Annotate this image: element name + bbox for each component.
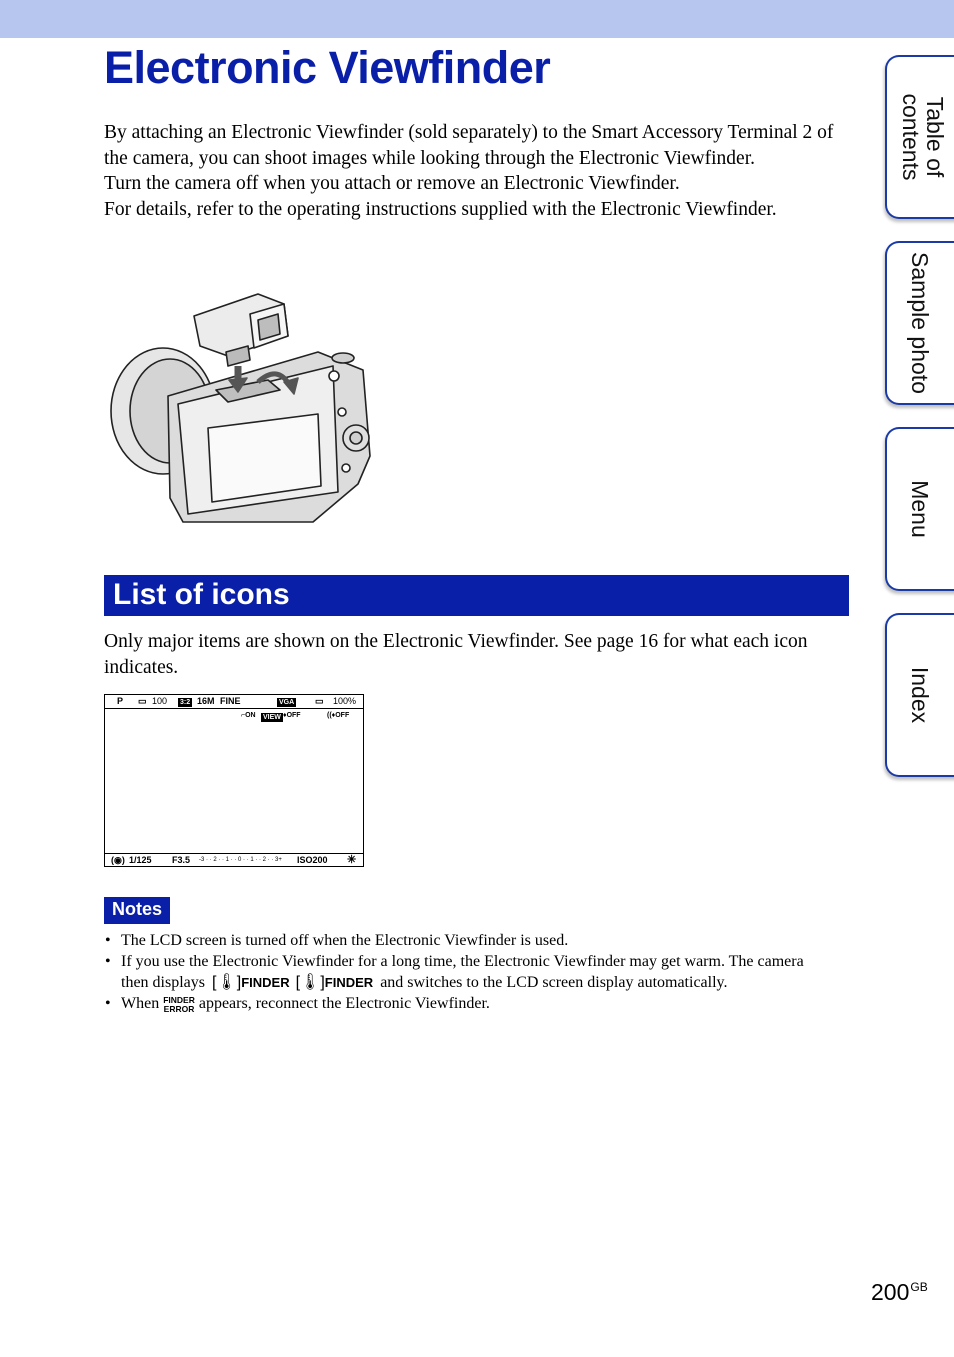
face-detect-icon: ⌐ [241, 712, 246, 719]
finder-warm-icon: [🌡]FINDER [212, 974, 290, 991]
tab-sample-photo[interactable] [885, 241, 954, 405]
note-2-text-a: If you use the Electronic Viewfinder for a long time, the Electronic Viewfinder may get warm. The camera then displays [121, 953, 804, 991]
viewfinder-bottom-row [105, 853, 363, 866]
viewfinder-display [104, 694, 364, 867]
finder-hot-icon: [🌡]FINDER [295, 974, 374, 991]
icons-lead-text: Only major items are shown on the Electronic Viewfinder. See page 16 for what each icon indicates. [104, 631, 808, 678]
viewfinder-top-row [105, 695, 363, 709]
tab-label: Sample photo [907, 252, 933, 394]
remaining-shots: 100 [152, 696, 168, 706]
section-heading-bar [104, 575, 849, 616]
memory-card-icon: ▭ [138, 696, 147, 706]
steadyshot-status-icon: (◉) [111, 855, 125, 865]
ae-lock-icon: ✳ [347, 854, 357, 866]
view-mode: VIEW [263, 714, 281, 721]
note-item [104, 951, 824, 993]
intro-paragraph-1: By attaching an Electronic Viewfinder (sold separately) to the Smart Accessory Terminal 2 of the camera, you can shoot images while looking through the Electronic Viewfinder. [104, 122, 834, 169]
shooting-mode: P [117, 696, 124, 706]
battery-icon: ▭ [315, 696, 324, 706]
camera-viewfinder-illustration [108, 286, 378, 526]
note-item [104, 993, 824, 1014]
intro-text [104, 120, 844, 222]
thermometer-hot-icon: [🌡] [295, 974, 325, 991]
aperture-value: F3.5 [172, 855, 191, 865]
exposure-scale: -3 · · 2 · · 1 · · 0 · · 1 · · 2 · · 3+ [199, 857, 282, 863]
page-title: Electronic Viewfinder [104, 42, 551, 93]
steadyshot-icon: ((♦ [327, 712, 336, 719]
battery-level: 100% [333, 696, 357, 706]
tab-label: Index [907, 666, 933, 724]
audio-icon: ♦ [283, 712, 287, 719]
intro-paragraph-3: For details, refer to the operating instructions supplied with the Electronic Viewfinder. [104, 198, 777, 220]
lcd-screen [208, 414, 321, 502]
tab-label: Menu [907, 480, 933, 538]
note-1-text: The LCD screen is turned off when the Electronic Viewfinder is used. [121, 932, 569, 949]
shutter-speed: 1/125 [129, 855, 152, 865]
iso-value: ISO200 [297, 855, 328, 865]
page-region: GB [910, 1280, 928, 1294]
notes-tag: Notes [104, 897, 170, 924]
note-3-text-a: When [121, 995, 160, 1012]
finder-error-icon: FINDER ERROR [163, 995, 195, 1014]
thermometer-warm-icon: [🌡] [212, 974, 242, 991]
tab-index[interactable] [885, 613, 954, 777]
intro-paragraph-2: Turn the camera off when you attach or remove an Electronic Viewfinder. [104, 173, 680, 194]
note-2-text-b: and switches to the LCD screen display automatically. [380, 974, 728, 991]
aspect-ratio: 3:2 [180, 699, 191, 706]
image-quality: FINE [220, 696, 241, 706]
image-size: 16M [197, 696, 215, 706]
notes-list [104, 930, 824, 1014]
tab-menu[interactable] [885, 427, 954, 591]
audio-off: OFF [286, 712, 301, 719]
mode-dial [332, 353, 354, 363]
header-band [0, 0, 954, 38]
page-number: $200^{GB}$ [871, 1279, 928, 1305]
movie-size: VGA [279, 699, 295, 706]
tab-label: Table of contents [898, 93, 948, 181]
section-heading: List of icons [113, 578, 290, 611]
tab-table-of-contents[interactable] [885, 55, 954, 219]
steadyshot-off: OFF [335, 712, 350, 719]
note-item [104, 930, 824, 951]
note-3-text-b: appears, reconnect the Electronic Viewfinder. [198, 995, 490, 1012]
face-detect-on: ON [245, 712, 256, 719]
